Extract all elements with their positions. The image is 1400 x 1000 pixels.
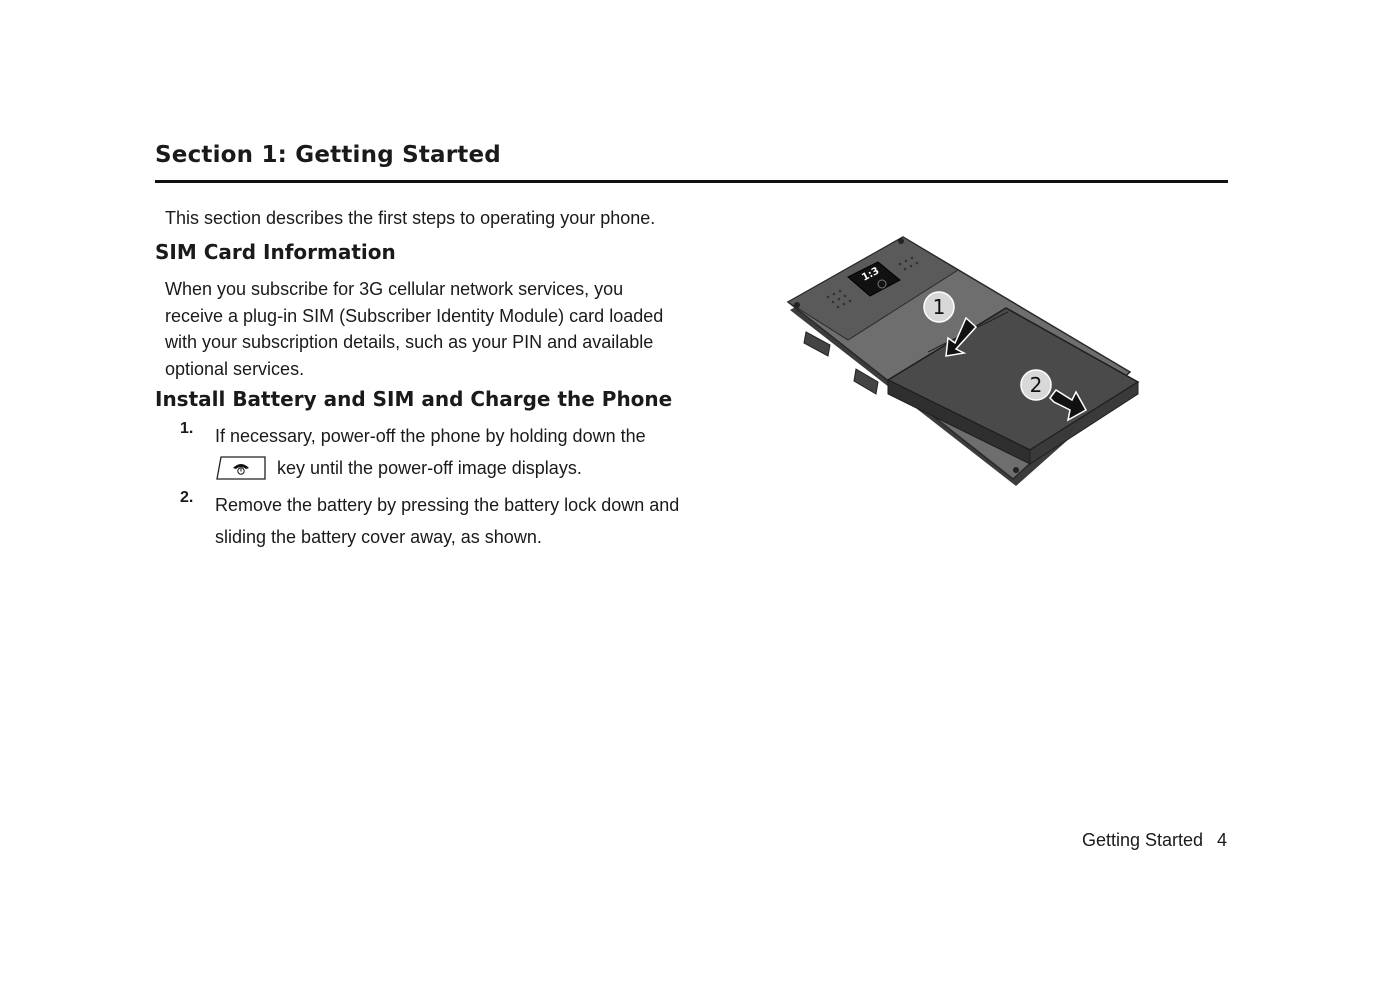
step-number: 1.: [180, 420, 194, 437]
step-text: Remove the battery by pressing the battery lock down and sliding the battery cover away, as shown.: [215, 495, 680, 547]
phone-figure: [778, 232, 1148, 497]
step-text-line: If necessary, power-off the phone by holding down the: [215, 426, 646, 446]
phone-battery-illustration: [778, 232, 1148, 497]
page-number: 4: [1217, 830, 1228, 850]
step-number: 2.: [180, 489, 194, 506]
install-heading: Install Battery and SIM and Charge the Phone: [155, 387, 673, 411]
section-title: Section 1: Getting Started: [155, 142, 501, 168]
step-text: [215, 420, 685, 490]
end-power-key-icon: [215, 456, 267, 480]
sim-card-paragraph: When you subscribe for 3G cellular network services, you receive a plug-in SIM (Subscriber Identity Module) card loaded with your subscription details, such as your PIN and available optional services.: [165, 279, 664, 379]
footer-section-label: Getting Started: [1082, 830, 1204, 850]
callout-1: 1: [932, 295, 946, 319]
key-row: [215, 452, 582, 484]
external-screen-text: 1:3: [860, 265, 882, 284]
intro-text: This section describes the first steps to operating your phone.: [165, 208, 656, 228]
callout-2: 2: [1029, 373, 1043, 397]
step-text-after: key until the power-off image displays.: [277, 458, 582, 478]
title-rule: [155, 180, 1228, 183]
sim-card-heading: SIM Card Information: [155, 240, 396, 264]
